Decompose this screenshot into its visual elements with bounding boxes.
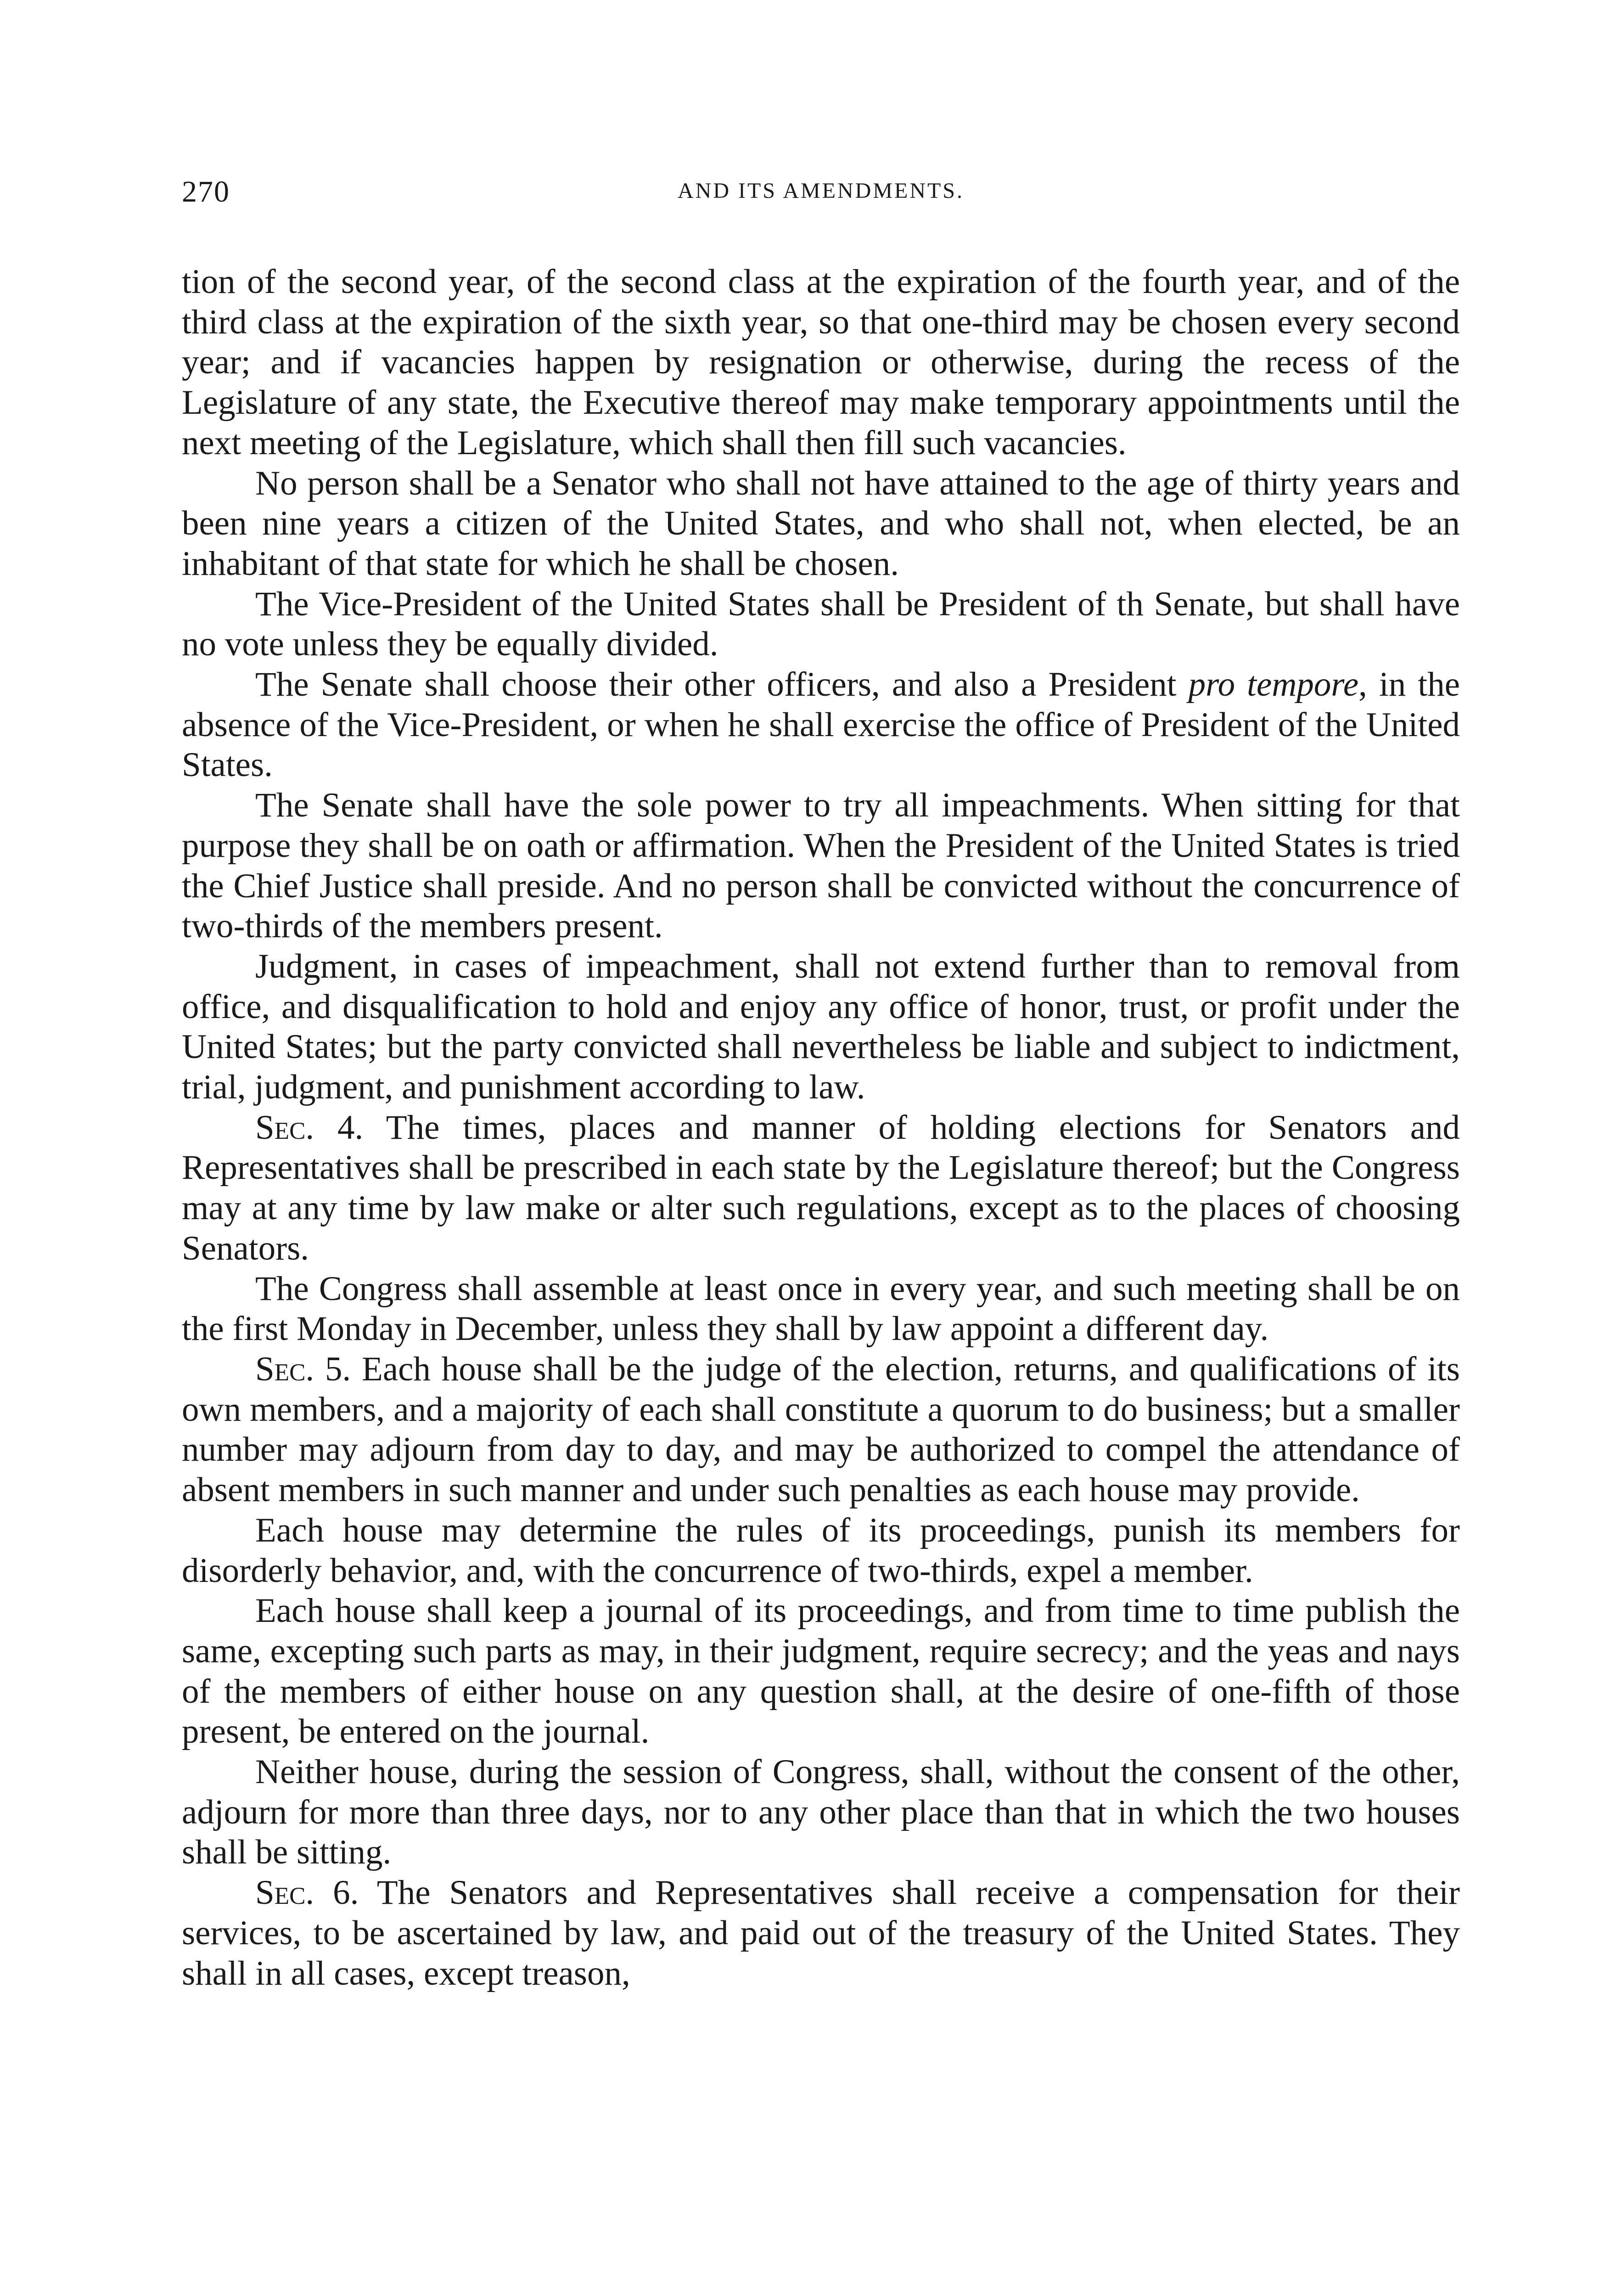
italic-phrase: pro tempore xyxy=(1188,665,1359,704)
paragraph-senate-officers xyxy=(182,664,1460,785)
paragraph-text: Each house shall keep a journal of its proceedings, and from time to time publish the same, excepting such parts as may, in their judgment, require secrecy; and the yeas and nays of the members of either house on any question shall, at the desire of one-fifth of those present, be entered on the journal. xyxy=(182,1592,1460,1751)
header-title: AND ITS AMENDMENTS. xyxy=(677,179,964,203)
paragraph-text: The Senate shall have the sole power to try all impeachments. When sitting for that purpose they shall be on oath or affirmation. When the President of the United States is tried the Chief Justice shall preside. And no person shall be convicted without the concurrence of two-thirds of the members present. xyxy=(182,786,1460,945)
paragraph-text: Judgment, in cases of impeachment, shall not extend further than to removal from office, and disqualification to hold and enjoy any office of honor, trust, or profit under the United States; but the party convicted shall nevertheless be liable and subject to indictment, trial, judgment, and punishment according to law. xyxy=(182,947,1460,1107)
paragraph-text: The Vice-President of the United States shall be President of th Senate, but shall have no vote unless they be equally divided. xyxy=(182,585,1460,664)
paragraph-text: No person shall be a Senator who shall not have attained to the age of thirty years and been nine years a citizen of the United States, and who shall not, when elected, be an inhabitant of that state for which he shall be chosen. xyxy=(182,464,1460,583)
paragraph-section-5 xyxy=(182,1349,1460,1510)
paragraph-text: Neither house, during the session of Congress, shall, without the consent of the other, adjourn for more than three days, nor to any other place than that in which the two houses shall be sitting. xyxy=(182,1753,1460,1872)
paragraph-text: Each house shall be the judge of the election, returns, and qualifications of its own members, and a majority of each shall constitute a quorum to do business; but a smaller number may adjourn from day to day, and may be authorized to compel the attendance of absent members in such manner and under such penalties as each house may provide. xyxy=(182,1350,1460,1509)
paragraph-senator-qualifications xyxy=(182,463,1460,584)
body-text xyxy=(182,262,1460,1993)
paragraph-section-4 xyxy=(182,1108,1460,1269)
paragraph-text: , in the absence of the Vice-President, or when he shall exercise the office of President of the United States. xyxy=(182,665,1460,784)
paragraph-impeachment-trial xyxy=(182,785,1460,946)
paragraph-impeachment-judgment xyxy=(182,946,1460,1108)
paragraph-vice-president xyxy=(182,584,1460,664)
paragraph-section-6 xyxy=(182,1873,1460,1993)
paragraph-text: The Senate shall choose their other officers, and also a President xyxy=(255,665,1189,704)
paragraph-house-journal xyxy=(182,1591,1460,1752)
paragraph-house-rules xyxy=(182,1510,1460,1591)
paragraph-text: The Congress shall assemble at least once in every year, and such meeting shall be on the first Monday in December, unless they shall by law appoint a different day. xyxy=(182,1269,1460,1348)
section-label: Sec. 6. xyxy=(255,1874,359,1912)
paragraph-text: The Senators and Representatives shall receive a compensation for their services, to be ascertained by law, and paid out of the treasury of the United States. They shall in all cases, except treason, xyxy=(182,1874,1460,1992)
running-head xyxy=(182,174,1460,216)
paragraph-adjournment xyxy=(182,1752,1460,1873)
paragraph-senate-classes xyxy=(182,262,1460,463)
paragraph-congress-assembly xyxy=(182,1269,1460,1349)
section-label: Sec. 5. xyxy=(255,1350,351,1388)
paragraph-text: The times, places and manner of holding elections for Senators and Representatives shall be prescribed in each state by the Legislature thereof; but the Congress may at any time by law make or alter such regulations, except as to the places of choosing Senators. xyxy=(182,1108,1460,1267)
page-number: 270 xyxy=(182,175,230,208)
paragraph-text: tion of the second year, of the second class at the expiration of the fourth year, and of the third class at the expiration of the sixth year, so that one-third may be chosen every second year; and if vacancies happen by resignation or otherwise, during the recess of the Legislature of any state, the Executive thereof may make temporary appointments until the next meeting of the Legislature, which shall then fill such vacancies. xyxy=(182,263,1460,462)
document-page xyxy=(182,174,1460,1993)
paragraph-text: Each house may determine the rules of its proceedings, punish its members for disorderly behavior, and, with the concurrence of two-thirds, expel a member. xyxy=(182,1511,1460,1590)
section-label: Sec. 4. xyxy=(255,1108,364,1147)
